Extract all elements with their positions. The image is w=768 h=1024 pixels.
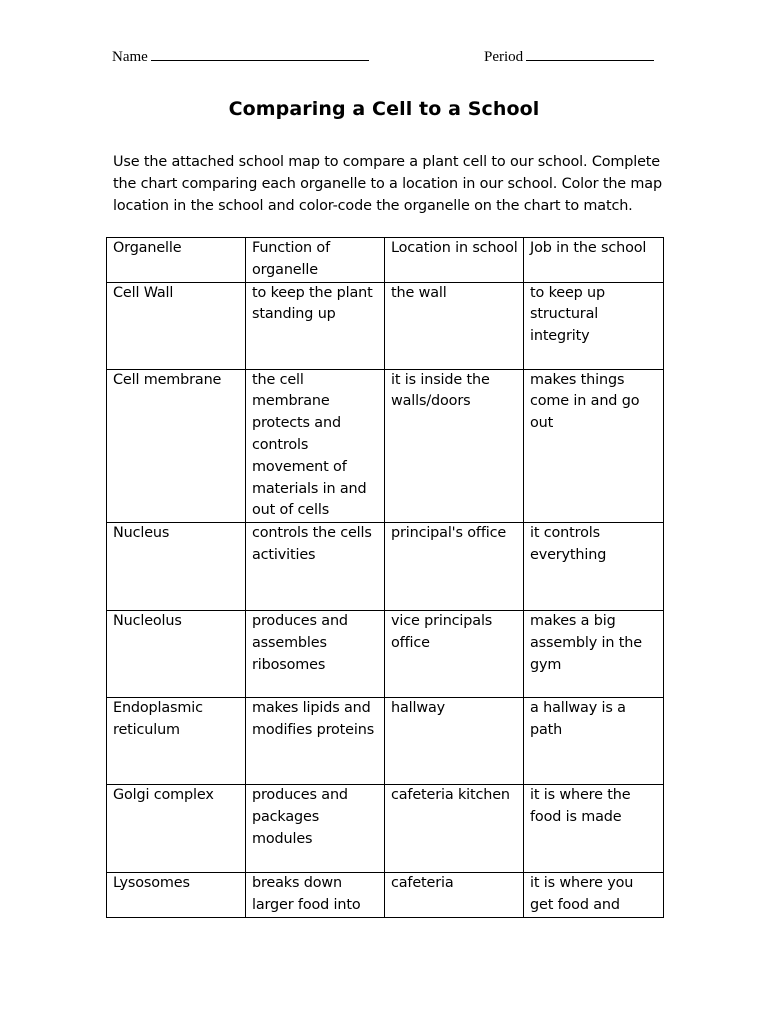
job-cell: makes things come in and go out <box>524 369 664 523</box>
organelle-cell: Golgi complex <box>107 785 246 873</box>
column-header-organelle: Organelle <box>107 238 246 283</box>
column-header-job: Job in the school <box>524 238 664 283</box>
job-cell: it is where the food is made <box>524 785 664 873</box>
name-field <box>112 46 369 67</box>
function-cell: makes lipids and modifies proteins <box>246 698 385 785</box>
table-row <box>107 873 664 918</box>
location-cell: cafeteria kitchen <box>385 785 524 873</box>
column-header-function: Function of organelle <box>246 238 385 283</box>
job-cell: to keep up structural integrity <box>524 282 664 369</box>
function-cell: breaks down larger food into <box>246 873 385 918</box>
organelle-comparison-table <box>106 237 664 918</box>
function-cell: controls the cells activities <box>246 523 385 611</box>
table-row <box>107 282 664 369</box>
table-row <box>107 785 664 873</box>
location-cell: hallway <box>385 698 524 785</box>
page-title: Comparing a Cell to a School <box>228 98 540 120</box>
column-header-location: Location in school <box>385 238 524 283</box>
name-blank-line[interactable] <box>151 46 369 61</box>
table-header-row <box>107 238 664 283</box>
instructions <box>113 151 663 217</box>
job-cell: a hallway is a path <box>524 698 664 785</box>
organelle-cell: Nucleolus <box>107 611 246 698</box>
table-row <box>107 369 664 523</box>
job-cell: it controls everything <box>524 523 664 611</box>
instructions-line: Use the attached school map to compare a plant cell to our school. Complete <box>113 154 661 170</box>
organelle-cell: Cell Wall <box>107 282 246 369</box>
table-row <box>107 523 664 611</box>
job-cell: it is where you get food and <box>524 873 664 918</box>
organelle-cell: Cell membrane <box>107 369 246 523</box>
instructions-line: location in the school and color-code the organelle on the chart to match. <box>113 198 633 214</box>
table-row <box>107 611 664 698</box>
instructions-line: the chart comparing each organelle to a location in our school. Color the map <box>113 176 662 192</box>
period-blank-line[interactable] <box>526 46 654 61</box>
location-cell: cafeteria <box>385 873 524 918</box>
organelle-cell: Lysosomes <box>107 873 246 918</box>
location-cell: it is inside the walls/doors <box>385 369 524 523</box>
function-cell: produces and packages modules <box>246 785 385 873</box>
function-cell: the cell membrane protects and controls movement of materials in and out of cells <box>246 369 385 523</box>
function-cell: to keep the plant standing up <box>246 282 385 369</box>
job-cell: makes a big assembly in the gym <box>524 611 664 698</box>
period-label: Period <box>484 49 524 65</box>
table-row <box>107 698 664 785</box>
period-field <box>484 46 654 67</box>
location-cell: principal's office <box>385 523 524 611</box>
organelle-cell: Nucleus <box>107 523 246 611</box>
organelle-cell: Endoplasmic reticulum <box>107 698 246 785</box>
name-label: Name <box>112 49 148 65</box>
function-cell: produces and assembles ribosomes <box>246 611 385 698</box>
location-cell: vice principals office <box>385 611 524 698</box>
location-cell: the wall <box>385 282 524 369</box>
